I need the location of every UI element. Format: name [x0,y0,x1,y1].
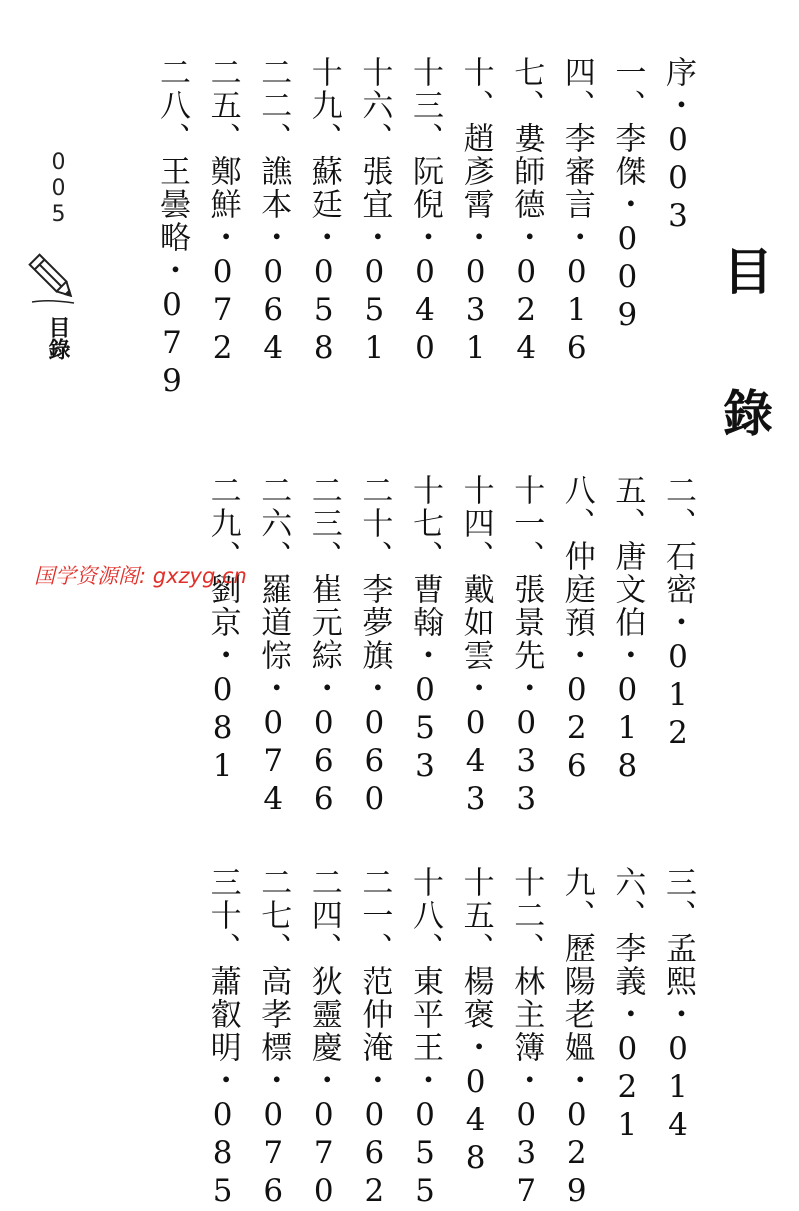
running-label: 目錄 [45,316,70,360]
toc-entry: 二六、羅道悰・074 [255,474,292,819]
toc-entry: 三十、蕭叡明・085 [204,866,241,1211]
toc-entry: 三、孟熙・014 [660,866,696,1145]
toc-entry: 一、李傑・009 [609,56,646,335]
toc-entry: 二五、鄭鮮・072 [204,56,241,368]
toc-entry: 二三、崔元綜・066 [305,474,342,819]
watermark: 国学资源阁: gxzyg.cn [34,564,247,588]
toc-entry: 十八、東平王・055 [407,866,443,1211]
toc-entry: 九、歷陽老媼・029 [558,866,595,1211]
toc-entry: 序・003 [660,56,696,236]
toc-entry: 二七、高孝標・076 [255,866,292,1211]
toc-entry: 十二、林主簿・037 [508,866,545,1211]
toc-entry: 五、唐文伯・018 [609,474,646,786]
toc-entry: 二九、劉京・081 [204,474,241,786]
toc-entry: 十七、曹翰・053 [407,474,443,786]
page-title: 目錄 [715,245,774,529]
page-number: 005 [46,150,71,228]
toc-entry: 十四、戴如雲・043 [457,474,494,819]
toc-entry: 六、李義・021 [609,866,646,1145]
toc-entry: 四、李審言・016 [558,56,595,368]
toc-entry: 二四、狄靈慶・070 [305,866,342,1211]
toc-entry: 二八、王曇略・079 [154,56,190,401]
toc-entry: 十、趙彥霄・031 [457,56,494,368]
toc-entry: 八、仲庭預・026 [558,474,595,786]
toc-entry: 十九、蘇廷・058 [305,56,342,368]
toc-entry: 十六、張宜・051 [356,56,393,368]
toc-entry: 七、婁師德・024 [508,56,545,368]
toc-entry: 二、石密・012 [660,474,696,753]
toc-entry: 十一、張景先・033 [508,474,545,819]
toc-entry: 二十、李夢旗・060 [356,474,393,819]
toc-entry: 二一、范仲淹・062 [356,866,393,1211]
pencil-icon [28,250,78,311]
toc-entry: 二二、譙本・064 [255,56,292,368]
toc-entry: 十五、楊褒・048 [457,866,494,1178]
toc-entry: 十三、阮倪・040 [407,56,443,368]
